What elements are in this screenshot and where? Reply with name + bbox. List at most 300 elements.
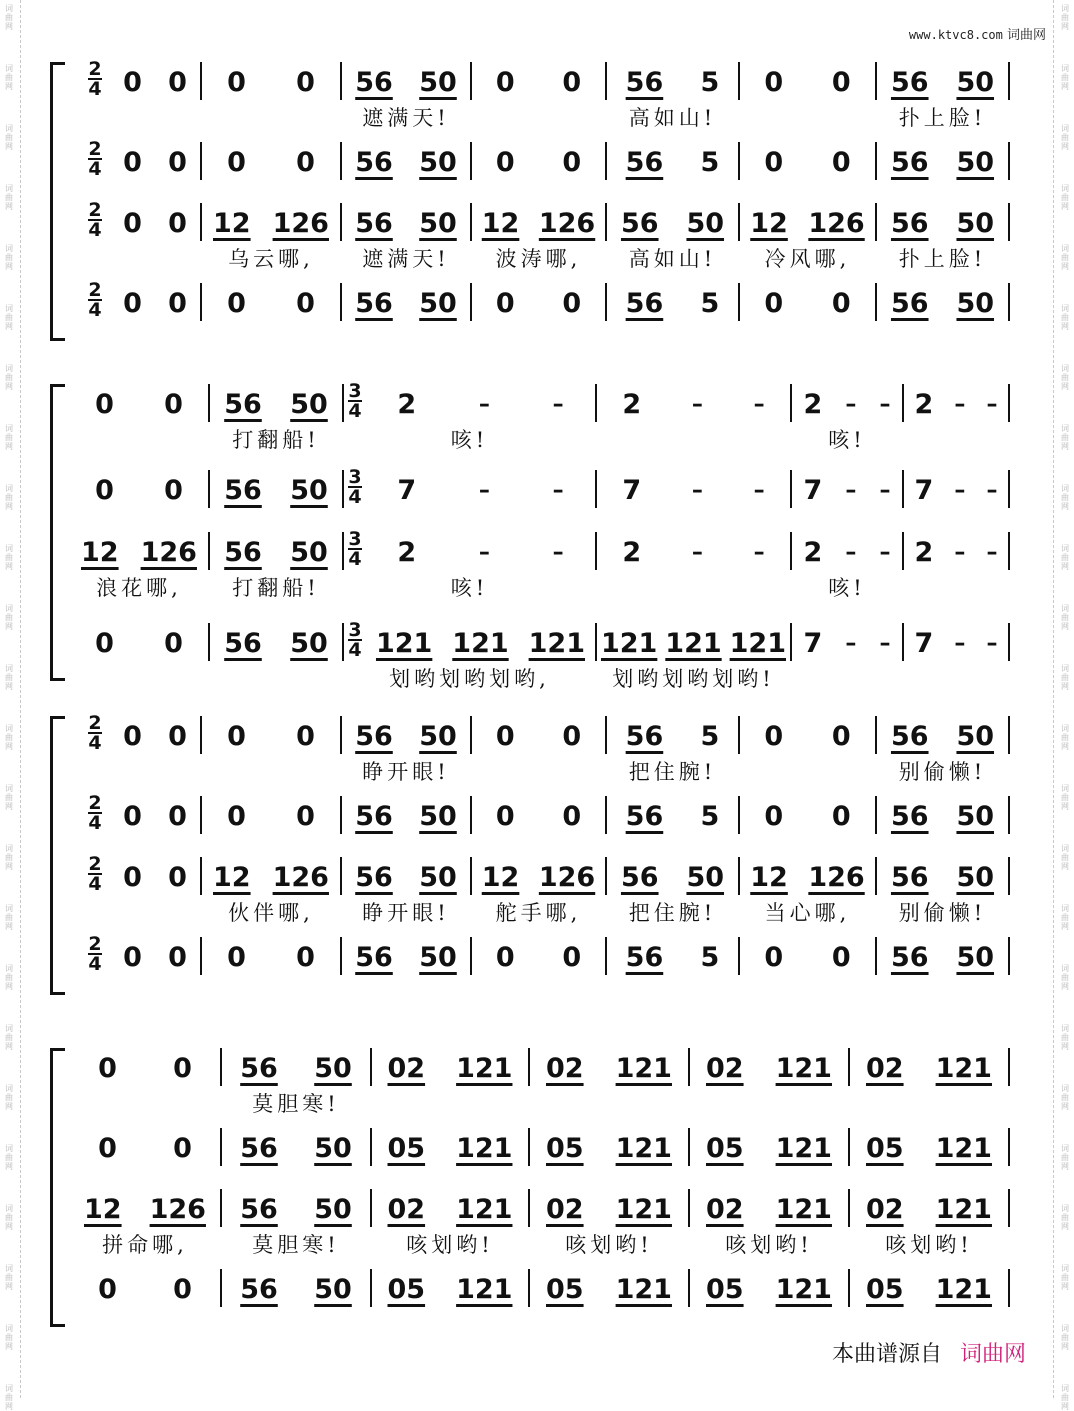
sustain-dash: – bbox=[753, 391, 765, 417]
note-group: 0 bbox=[831, 287, 851, 319]
watermark-text: 词 曲 网 bbox=[1061, 1144, 1069, 1171]
time-signature bbox=[348, 382, 362, 420]
measure-notes bbox=[877, 287, 1008, 319]
note-group: 7 bbox=[397, 474, 417, 506]
lyric-text: 莫胆寒! bbox=[252, 1233, 340, 1257]
measure-notes bbox=[110, 207, 200, 239]
staff-part bbox=[50, 619, 1062, 699]
note-group: 50 bbox=[956, 146, 995, 178]
note-group: 0 bbox=[168, 720, 187, 752]
measure-notes bbox=[877, 207, 1008, 239]
note-group: 121 bbox=[615, 1193, 672, 1225]
note-group: 56 bbox=[355, 720, 393, 752]
sustain-dash: – bbox=[552, 477, 564, 503]
watermark-text: 词 曲 网 bbox=[5, 1384, 13, 1411]
lyric-line bbox=[597, 663, 790, 693]
note-group: 121 bbox=[935, 1273, 992, 1305]
measure-notes bbox=[607, 720, 738, 752]
measure-notes bbox=[472, 287, 605, 319]
measure-notes bbox=[792, 474, 902, 506]
barline bbox=[1008, 1048, 1010, 1086]
note-group: 7 bbox=[803, 474, 823, 506]
time-denominator: 4 bbox=[88, 732, 102, 754]
note-group: 0 bbox=[296, 800, 315, 832]
note-group: 0 bbox=[98, 1132, 117, 1164]
barline bbox=[1008, 532, 1010, 570]
sustain-dash: – bbox=[691, 477, 703, 503]
measure-notes bbox=[222, 1052, 370, 1084]
note-group: 121 bbox=[775, 1052, 832, 1084]
staff-part bbox=[50, 279, 1062, 359]
sustain-dash: – bbox=[753, 539, 765, 565]
note-group: 0 bbox=[168, 941, 187, 973]
note-group: 56 bbox=[355, 287, 393, 319]
note-group: 50 bbox=[290, 536, 328, 568]
measure bbox=[690, 1044, 848, 1124]
time-signature bbox=[348, 530, 362, 568]
note-group: 50 bbox=[314, 1052, 352, 1084]
measure bbox=[210, 619, 342, 699]
measure bbox=[202, 279, 340, 359]
watermark-text: 词 曲 网 bbox=[5, 1144, 13, 1171]
note-group: 50 bbox=[956, 720, 995, 752]
site-url[interactable]: www.ktvc8.com bbox=[908, 28, 1003, 42]
lyric-line bbox=[342, 102, 470, 132]
time-signature bbox=[88, 140, 102, 178]
measure-notes bbox=[366, 474, 595, 506]
watermark-text: 词 曲 网 bbox=[1061, 1084, 1069, 1111]
measure bbox=[210, 380, 342, 460]
sustain-dash: – bbox=[879, 630, 891, 656]
note-group: 56 bbox=[355, 207, 393, 239]
time-denominator: 4 bbox=[88, 219, 102, 241]
note-group: 0 bbox=[831, 720, 851, 752]
note-group: 56 bbox=[240, 1193, 278, 1225]
lyric-text: 咳! bbox=[828, 428, 866, 452]
footer-source bbox=[832, 1337, 1026, 1368]
note-group: 56 bbox=[355, 66, 393, 98]
measure-notes bbox=[792, 388, 902, 420]
note-group: 56 bbox=[224, 536, 262, 568]
measure-notes bbox=[366, 388, 595, 420]
measure-notes bbox=[222, 1193, 370, 1225]
sustain-dash: – bbox=[478, 539, 490, 565]
note-group: 126 bbox=[538, 861, 596, 893]
note-group: 12 bbox=[84, 1193, 122, 1225]
lyric-line bbox=[472, 897, 605, 927]
measure bbox=[202, 712, 340, 792]
lyric-text: 伙伴哪, bbox=[228, 901, 314, 925]
watermark-text: 词 曲 网 bbox=[1061, 1204, 1069, 1231]
sustain-dash: – bbox=[552, 391, 564, 417]
note-group: 0 bbox=[95, 474, 114, 506]
lyric-text: 睁开眼! bbox=[362, 760, 450, 784]
footer-source-prefix: 本曲谱源自 bbox=[831, 1342, 942, 1367]
note-group: 0 bbox=[296, 66, 315, 98]
measure bbox=[342, 853, 470, 933]
measure bbox=[850, 1044, 1008, 1124]
sustain-dash: – bbox=[954, 630, 966, 656]
measure bbox=[877, 58, 1008, 138]
measure-notes bbox=[210, 627, 342, 659]
note-group: 0 bbox=[164, 474, 183, 506]
measure-notes bbox=[740, 287, 875, 319]
measure bbox=[597, 380, 790, 460]
measure bbox=[344, 528, 595, 608]
lyric-line bbox=[690, 1229, 848, 1259]
measure bbox=[70, 1265, 220, 1345]
measure bbox=[740, 199, 875, 279]
lyric-text: 睁开眼! bbox=[362, 901, 450, 925]
measure bbox=[904, 619, 1008, 699]
note-group: 0 bbox=[227, 720, 246, 752]
note-group: 05 bbox=[866, 1273, 904, 1305]
measure bbox=[877, 933, 1008, 1013]
measure-notes bbox=[222, 1273, 370, 1305]
watermark-text: 词 曲 网 bbox=[5, 904, 13, 931]
watermark-text: 词 曲 网 bbox=[1061, 724, 1069, 751]
sustain-dash: – bbox=[879, 477, 891, 503]
note-group: 56 bbox=[625, 941, 664, 973]
note-group: 02 bbox=[866, 1193, 904, 1225]
lyric-line bbox=[372, 1229, 528, 1259]
sustain-dash: – bbox=[478, 477, 490, 503]
measure-notes bbox=[210, 388, 342, 420]
note-group: 121 bbox=[375, 627, 433, 659]
measure-notes bbox=[110, 66, 200, 98]
measure-notes bbox=[607, 941, 738, 973]
measure-notes bbox=[877, 861, 1008, 893]
measure-notes bbox=[472, 207, 605, 239]
lyric-text: 乌云哪, bbox=[228, 247, 314, 271]
measure-notes bbox=[877, 66, 1008, 98]
note-group: 0 bbox=[495, 146, 515, 178]
note-group: 12 bbox=[750, 207, 788, 239]
note-group: 50 bbox=[419, 861, 457, 893]
measure bbox=[110, 199, 200, 279]
lyric-line bbox=[792, 572, 902, 602]
measure-notes bbox=[690, 1193, 848, 1225]
time-denominator: 4 bbox=[348, 400, 362, 422]
watermark-text: 词 曲 网 bbox=[5, 304, 13, 331]
time-numerator: 2 bbox=[88, 712, 102, 734]
note-group: 0 bbox=[296, 146, 315, 178]
measure-notes bbox=[690, 1052, 848, 1084]
lyric-line bbox=[210, 572, 342, 602]
note-group: 121 bbox=[729, 627, 786, 659]
measure-notes bbox=[690, 1273, 848, 1305]
note-group: 50 bbox=[686, 861, 725, 893]
measure-notes bbox=[472, 146, 605, 178]
measure-notes bbox=[877, 146, 1008, 178]
measure bbox=[597, 528, 790, 608]
watermark-text: 词 曲 网 bbox=[5, 244, 13, 271]
staff-part bbox=[50, 1044, 1062, 1124]
measure-notes bbox=[110, 287, 200, 319]
time-denominator: 4 bbox=[88, 78, 102, 100]
note-group: 7 bbox=[914, 627, 934, 659]
note-group: 12 bbox=[213, 207, 251, 239]
lyric-line bbox=[850, 1229, 1008, 1259]
watermark-text: 词 曲 网 bbox=[5, 64, 13, 91]
measure bbox=[472, 933, 605, 1013]
measure-notes bbox=[70, 1273, 220, 1305]
note-group: 0 bbox=[764, 146, 784, 178]
watermark-text: 词 曲 网 bbox=[1061, 484, 1069, 511]
measure-notes bbox=[110, 800, 200, 832]
sustain-dash: – bbox=[986, 391, 998, 417]
note-group: 0 bbox=[562, 800, 582, 832]
note-group: 02 bbox=[387, 1052, 426, 1084]
sustain-dash: – bbox=[552, 539, 564, 565]
measure bbox=[342, 58, 470, 138]
barline bbox=[1008, 203, 1010, 241]
measure-notes bbox=[607, 861, 738, 893]
note-group: 121 bbox=[775, 1273, 832, 1305]
measure-notes bbox=[877, 800, 1008, 832]
measure-notes bbox=[597, 536, 790, 568]
note-group: 0 bbox=[296, 720, 315, 752]
staff-part bbox=[50, 853, 1062, 933]
time-signature bbox=[88, 935, 102, 973]
watermark-text: 词 曲 网 bbox=[1061, 4, 1069, 31]
staff-part bbox=[50, 1185, 1062, 1265]
note-group: 0 bbox=[95, 627, 114, 659]
note-group: 56 bbox=[240, 1052, 278, 1084]
watermark-text: 词 曲 网 bbox=[1061, 1264, 1069, 1291]
measure-notes bbox=[342, 800, 470, 832]
lyric-text: 波涛哪, bbox=[495, 247, 582, 271]
measure-notes bbox=[530, 1052, 688, 1084]
note-group: 0 bbox=[168, 146, 187, 178]
note-group: 121 bbox=[935, 1132, 992, 1164]
lyric-line bbox=[342, 897, 470, 927]
barline bbox=[1008, 384, 1010, 422]
time-signature bbox=[88, 60, 102, 98]
note-group: 0 bbox=[123, 287, 142, 319]
note-group: 126 bbox=[272, 207, 329, 239]
barline bbox=[1008, 1269, 1010, 1307]
measure bbox=[202, 199, 340, 279]
lyric-line bbox=[740, 897, 875, 927]
note-group: 2 bbox=[914, 536, 934, 568]
note-group: 56 bbox=[620, 861, 659, 893]
note-group: 121 bbox=[775, 1132, 832, 1164]
lyric-text: 遮满天! bbox=[362, 247, 450, 271]
watermark-text: 词 曲 网 bbox=[5, 724, 13, 751]
note-group: 56 bbox=[890, 207, 929, 239]
note-group: 0 bbox=[562, 720, 582, 752]
measure-notes bbox=[222, 1132, 370, 1164]
measure bbox=[904, 380, 1008, 460]
note-group: 0 bbox=[831, 941, 851, 973]
lyric-text: 遮满天! bbox=[362, 106, 450, 130]
note-group: 0 bbox=[168, 861, 187, 893]
measure bbox=[210, 528, 342, 608]
note-group: 0 bbox=[831, 146, 851, 178]
note-group: 5 bbox=[700, 287, 720, 319]
measure-notes bbox=[70, 388, 208, 420]
measure-notes bbox=[110, 720, 200, 752]
measure-notes bbox=[372, 1273, 528, 1305]
note-group: 12 bbox=[481, 861, 520, 893]
note-group: 50 bbox=[956, 941, 995, 973]
note-group: 56 bbox=[355, 146, 393, 178]
measure-notes bbox=[877, 720, 1008, 752]
measure bbox=[372, 1185, 528, 1265]
watermark-text: 词 曲 网 bbox=[5, 424, 13, 451]
barline bbox=[1008, 62, 1010, 100]
note-group: 0 bbox=[831, 800, 851, 832]
measure bbox=[202, 933, 340, 1013]
time-denominator: 4 bbox=[348, 548, 362, 570]
note-group: 7 bbox=[914, 474, 934, 506]
measure bbox=[904, 528, 1008, 608]
note-group: 50 bbox=[956, 66, 995, 98]
time-denominator: 4 bbox=[88, 299, 102, 321]
measure-notes bbox=[202, 800, 340, 832]
note-group: 0 bbox=[495, 720, 515, 752]
note-group: 02 bbox=[706, 1052, 744, 1084]
time-denominator: 4 bbox=[88, 158, 102, 180]
note-group: 56 bbox=[890, 287, 929, 319]
note-group: 121 bbox=[665, 627, 722, 659]
measure bbox=[607, 58, 738, 138]
lyric-text: 拼命哪, bbox=[102, 1233, 188, 1257]
note-group: 02 bbox=[546, 1193, 584, 1225]
sustain-dash: – bbox=[986, 539, 998, 565]
watermark-text: 词 曲 网 bbox=[1061, 424, 1069, 451]
note-group: 12 bbox=[481, 207, 520, 239]
note-group: 2 bbox=[803, 536, 823, 568]
measure bbox=[110, 58, 200, 138]
note-group: 0 bbox=[764, 66, 784, 98]
measure-notes bbox=[210, 536, 342, 568]
sustain-dash: – bbox=[954, 391, 966, 417]
note-group: 0 bbox=[562, 941, 582, 973]
time-signature bbox=[88, 855, 102, 893]
lyric-text: 咳! bbox=[450, 428, 489, 452]
note-group: 0 bbox=[562, 287, 582, 319]
note-group: 121 bbox=[935, 1193, 992, 1225]
lyric-text: 咳划哟! bbox=[725, 1233, 813, 1257]
note-group: 0 bbox=[495, 800, 515, 832]
measure-notes bbox=[342, 720, 470, 752]
staff-part bbox=[50, 712, 1062, 792]
note-group: 56 bbox=[890, 800, 929, 832]
watermark-text: 词 曲 网 bbox=[1061, 124, 1069, 151]
measure-notes bbox=[740, 146, 875, 178]
sustain-dash: – bbox=[753, 477, 765, 503]
measure-notes bbox=[597, 627, 790, 659]
watermark-text: 词 曲 网 bbox=[5, 1084, 13, 1111]
lyric-line bbox=[70, 572, 208, 602]
lyric-text: 舵手哪, bbox=[495, 901, 582, 925]
note-group: 02 bbox=[387, 1193, 426, 1225]
measure-notes bbox=[472, 66, 605, 98]
note-group: 05 bbox=[866, 1132, 904, 1164]
measure bbox=[530, 1185, 688, 1265]
footer-brand-link[interactable]: 词曲网 bbox=[959, 1342, 1026, 1367]
note-group: 56 bbox=[355, 861, 393, 893]
lyric-text: 别偷懒! bbox=[898, 901, 987, 925]
measure-notes bbox=[70, 1052, 220, 1084]
note-group: 50 bbox=[419, 146, 457, 178]
measure bbox=[202, 58, 340, 138]
note-group: 0 bbox=[562, 66, 582, 98]
staff-part bbox=[50, 1265, 1062, 1345]
measure-notes bbox=[740, 66, 875, 98]
note-group: 56 bbox=[240, 1273, 278, 1305]
note-group: 0 bbox=[227, 287, 246, 319]
note-group: 2 bbox=[622, 536, 642, 568]
note-group: 0 bbox=[831, 66, 851, 98]
note-group: 126 bbox=[272, 861, 329, 893]
measure-notes bbox=[110, 146, 200, 178]
lyric-text: 打翻船! bbox=[232, 428, 320, 452]
measure bbox=[740, 933, 875, 1013]
measure-notes bbox=[530, 1132, 688, 1164]
note-group: 56 bbox=[240, 1132, 278, 1164]
note-group: 0 bbox=[168, 800, 187, 832]
site-name: 词曲网 bbox=[1006, 28, 1046, 43]
lyric-line bbox=[342, 243, 470, 273]
time-numerator: 2 bbox=[88, 279, 102, 301]
watermark-text: 词 曲 网 bbox=[5, 124, 13, 151]
note-group: 121 bbox=[935, 1052, 992, 1084]
note-group: 126 bbox=[808, 861, 865, 893]
measure-notes bbox=[607, 146, 738, 178]
measure-notes bbox=[607, 66, 738, 98]
left-watermark-strip bbox=[0, 0, 21, 1411]
measure bbox=[70, 619, 208, 699]
measure-notes bbox=[740, 941, 875, 973]
measure-notes bbox=[607, 287, 738, 319]
note-group: 50 bbox=[419, 287, 457, 319]
note-group: 56 bbox=[355, 800, 393, 832]
lyric-line bbox=[607, 102, 738, 132]
measure bbox=[690, 1185, 848, 1265]
time-signature bbox=[348, 468, 362, 506]
measure bbox=[70, 1044, 220, 1124]
watermark-text: 词 曲 网 bbox=[1061, 604, 1069, 631]
staff-part bbox=[50, 199, 1062, 279]
note-group: 56 bbox=[625, 800, 664, 832]
note-group: 50 bbox=[686, 207, 725, 239]
watermark-text: 词 曲 网 bbox=[1061, 364, 1069, 391]
note-group: 12 bbox=[750, 861, 788, 893]
measure-notes bbox=[70, 1193, 220, 1225]
measure bbox=[70, 380, 208, 460]
measure-notes bbox=[202, 146, 340, 178]
measure-notes bbox=[342, 287, 470, 319]
sustain-dash: – bbox=[879, 539, 891, 565]
watermark-text: 词 曲 网 bbox=[5, 544, 13, 571]
watermark-text: 词 曲 网 bbox=[5, 1324, 13, 1351]
watermark-text: 词 曲 网 bbox=[1061, 304, 1069, 331]
measure-notes bbox=[530, 1273, 688, 1305]
time-signature bbox=[88, 201, 102, 239]
watermark-text: 词 曲 网 bbox=[1061, 64, 1069, 91]
lyric-line bbox=[70, 1229, 220, 1259]
lyric-line bbox=[202, 243, 340, 273]
measure-notes bbox=[110, 861, 200, 893]
lyric-line bbox=[222, 1088, 370, 1118]
sustain-dash: – bbox=[845, 630, 857, 656]
lyric-line bbox=[344, 424, 595, 454]
barline bbox=[1008, 142, 1010, 180]
watermark-text: 词 曲 网 bbox=[5, 1024, 13, 1051]
